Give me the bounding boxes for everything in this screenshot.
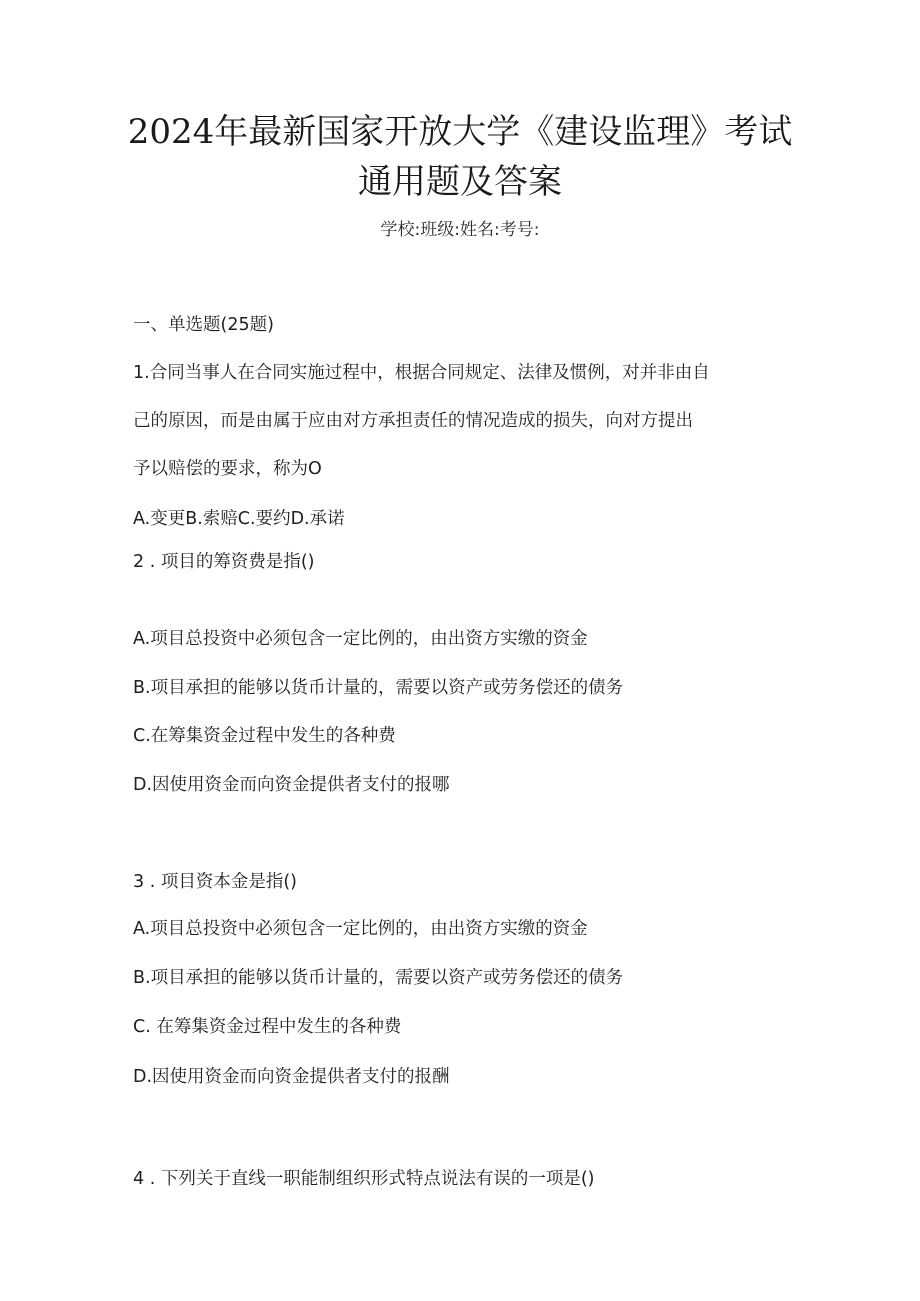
question-1-stem-line-1: 1.合同当事人在合同实施过程中，根据合同规定、法律及惯例，对并非由自 xyxy=(133,363,710,383)
question-2-option-c: C.在筹集资金过程中发生的各种费 xyxy=(133,726,396,746)
question-3-option-b: B.项目承担的能够以货币计量的，需要以资产或劳务偿还的债务 xyxy=(133,968,624,988)
section-heading: 一、单选题(25题) xyxy=(133,315,274,335)
student-info-line: 学校:班级:姓名:考号: xyxy=(380,220,540,240)
question-3-option-d: D.因使用资金而向资金提供者支付的报酬 xyxy=(133,1067,450,1087)
question-3-stem: 3 . 项目资本金是指() xyxy=(133,872,297,892)
question-3-option-a: A.项目总投资中必须包含一定比例的，由出资方实缴的资金 xyxy=(133,919,588,939)
question-2-stem: 2 . 项目的筹资费是指() xyxy=(133,552,315,572)
question-4-stem: 4 . 下列关于直线一职能制组织形式特点说法有误的一项是() xyxy=(133,1169,595,1189)
question-3-option-c: C. 在筹集资金过程中发生的各种费 xyxy=(133,1017,402,1037)
document-title-line-1: 2024年最新国家开放大学《建设监理》考试 xyxy=(127,112,793,152)
question-2-option-a: A.项目总投资中必须包含一定比例的，由出资方实缴的资金 xyxy=(133,629,588,649)
document-title-line-2: 通用题及答案 xyxy=(358,162,562,202)
question-1-stem-line-3: 予以赔偿的要求，称为O xyxy=(133,459,322,479)
question-2-option-b: B.项目承担的能够以货币计量的，需要以资产或劳务偿还的债务 xyxy=(133,678,624,698)
question-1-stem-line-2: 己的原因，而是由属于应由对方承担责任的情况造成的损失，向对方提出 xyxy=(133,411,693,431)
question-2-option-d: D.因使用资金而向资金提供者支付的报哪 xyxy=(133,775,450,795)
question-1-options: A.变更B.索赔C.要约D.承诺 xyxy=(133,509,345,529)
